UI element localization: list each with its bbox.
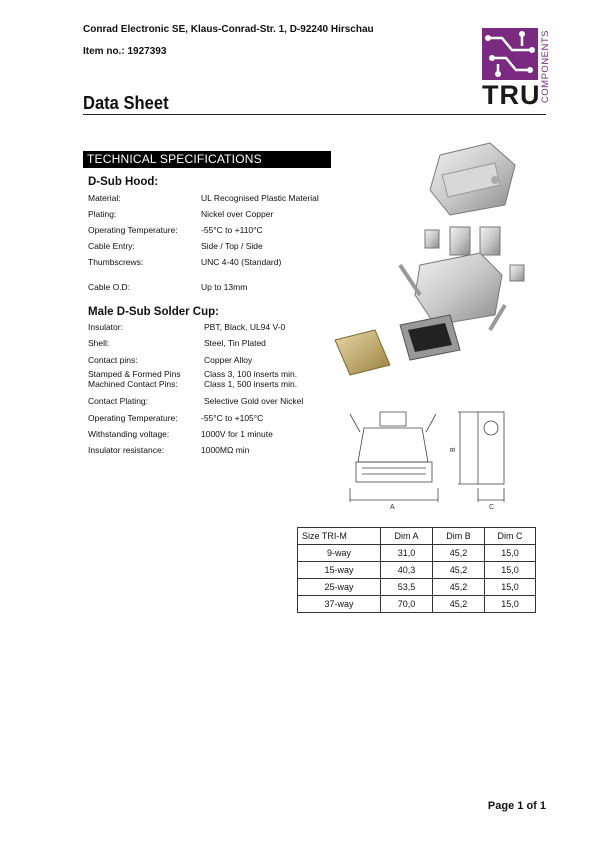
dimension-table [297,527,536,613]
dim-label-b: B [450,447,457,452]
logo-wordmark: TRU [482,80,541,110]
item-number: Item no.: 1927393 [83,46,167,57]
table-cell: 15-way [298,562,381,579]
dim-label-a: A [390,504,395,511]
spec-value: -55°C to +110°C [201,225,263,235]
spec-label: Machined Contact Pins: [88,379,178,389]
table-cell: 45,2 [433,579,485,596]
spec-label: Contact Plating: [88,396,149,406]
spec-value: Steel, Tin Plated [204,338,266,348]
table-row [298,579,536,596]
table-header-row [298,528,536,545]
table-cell: 15,0 [485,562,536,579]
table-cell: 45,2 [433,562,485,579]
circuit-logo-icon [482,28,538,80]
table-header-cell: Dim C [485,528,536,545]
spec-value: PBT, Black, UL94 V-0 [204,322,286,332]
section-banner: TECHNICAL SPECIFICATIONS [83,151,331,168]
spec-value: Nickel over Copper [201,209,274,219]
hood-heading: D-Sub Hood: [88,176,159,188]
table-cell: 25-way [298,579,381,596]
product-exploded-view-image [330,135,530,385]
logo-subtitle: COMPONENTS [540,30,551,104]
table-cell: 9-way [298,545,381,562]
spec-label: Plating: [88,209,117,219]
table-cell: 37-way [298,596,381,613]
spec-value: Class 1, 500 inserts min. [204,379,298,389]
table-cell: 45,2 [433,596,485,613]
spec-label: Withstanding voltage: [88,429,170,439]
spec-label: Operating Temperature: [88,413,178,423]
table-row [298,596,536,613]
table-cell: 53,5 [381,579,433,596]
spec-value: 1000MΩ min [201,445,250,455]
table-header-cell: Dim A [381,528,433,545]
spec-value: UNC 4-40 (Standard) [201,257,282,267]
spec-value: -55°C to +105°C [201,413,264,423]
spec-label: Insulator resistance: [88,445,165,455]
page-number: Page 1 of 1 [487,800,546,812]
page-title: Data Sheet [83,93,169,113]
spec-label: Thumbscrews: [88,257,144,267]
spec-value: Side / Top / Side [201,241,263,251]
table-cell: 45,2 [433,545,485,562]
spec-value: Selective Gold over Nickel [204,396,304,406]
table-header-cell: Size TRI-M [298,528,381,545]
spec-label: Insulator: [88,322,123,332]
spec-label: Cable Entry: [88,241,135,251]
spec-value: UL Recognised Plastic Material [201,193,319,203]
table-cell: 15,0 [485,596,536,613]
spec-label: Material: [88,193,121,203]
spec-label: Shell: [88,338,110,348]
spec-value: Class 3, 100 inserts min. [204,369,298,379]
spec-label: Cable O.D: [88,282,131,292]
spec-label: Stamped & Formed Pins [88,369,181,379]
table-row [298,562,536,579]
table-row [298,545,536,562]
company-address: Conrad Electronic SE, Klaus-Conrad-Str. 1, D-92240 Hirschau [83,24,374,35]
table-cell: 40,3 [381,562,433,579]
dim-label-c: C [489,504,495,511]
male-heading: Male D-Sub Solder Cup: [88,306,219,318]
dimension-drawing [340,392,550,514]
table-cell: 31,0 [381,545,433,562]
table-cell: 15,0 [485,545,536,562]
table-header-cell: Dim B [433,528,485,545]
spec-label: Contact pins: [88,355,138,365]
table-cell: 70,0 [381,596,433,613]
spec-value: Up to 13mm [201,282,248,292]
spec-value: 1000V for 1 minute [201,429,273,439]
spec-value: Copper Alloy [204,355,253,365]
header-divider [83,114,546,115]
table-cell: 15,0 [485,579,536,596]
spec-label: Operating Temperature: [88,225,178,235]
